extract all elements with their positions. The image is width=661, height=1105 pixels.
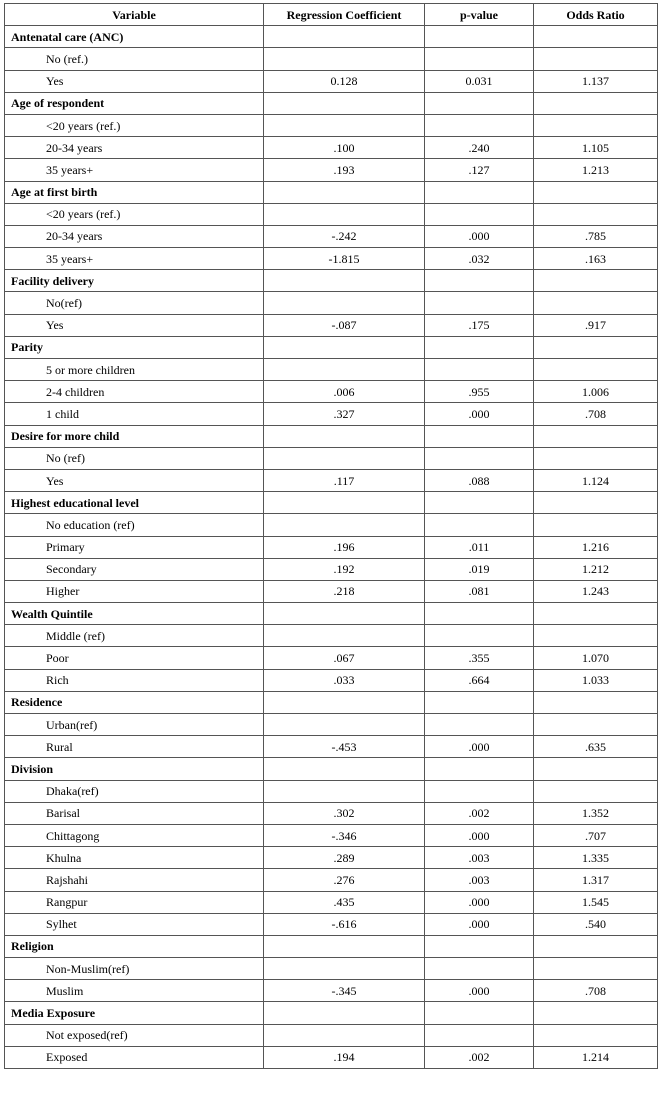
variable-level-label: 35 years+	[5, 159, 264, 181]
p-value-cell: 0.031	[425, 70, 534, 92]
empty-cell	[534, 270, 658, 292]
table-row	[5, 514, 658, 536]
regression-coefficient-cell: .302	[264, 802, 425, 824]
p-value-cell	[425, 359, 534, 381]
variable-level-label: 35 years+	[5, 248, 264, 270]
section-label: Division	[5, 758, 264, 780]
regression-coefficient-cell: -.346	[264, 824, 425, 846]
empty-cell	[425, 758, 534, 780]
p-value-cell: .000	[425, 891, 534, 913]
section-label: Religion	[5, 935, 264, 957]
table-row	[5, 536, 658, 558]
p-value-cell: .032	[425, 248, 534, 270]
odds-ratio-cell: .708	[534, 980, 658, 1002]
odds-ratio-cell	[534, 514, 658, 536]
section-row	[5, 691, 658, 713]
table-row	[5, 669, 658, 691]
empty-cell	[534, 1002, 658, 1024]
regression-coefficient-cell	[264, 1024, 425, 1046]
p-value-cell	[425, 447, 534, 469]
table-row	[5, 1024, 658, 1046]
variable-level-label: Rural	[5, 736, 264, 758]
table-row	[5, 714, 658, 736]
regression-coefficient-cell	[264, 359, 425, 381]
odds-ratio-cell: 1.335	[534, 847, 658, 869]
section-label: Antenatal care (ANC)	[5, 26, 264, 48]
table-row	[5, 1046, 658, 1068]
header-row	[5, 4, 658, 26]
regression-coefficient-cell	[264, 48, 425, 70]
odds-ratio-cell: 1.243	[534, 580, 658, 602]
table-row	[5, 447, 658, 469]
empty-cell	[425, 492, 534, 514]
variable-level-label: No (ref)	[5, 447, 264, 469]
empty-cell	[425, 181, 534, 203]
empty-cell	[534, 492, 658, 514]
regression-coefficient-cell: .194	[264, 1046, 425, 1068]
empty-cell	[534, 92, 658, 114]
odds-ratio-cell	[534, 114, 658, 136]
regression-table	[4, 3, 658, 1069]
odds-ratio-cell	[534, 48, 658, 70]
p-value-cell: .003	[425, 847, 534, 869]
odds-ratio-cell: .708	[534, 403, 658, 425]
regression-coefficient-cell	[264, 292, 425, 314]
p-value-cell	[425, 114, 534, 136]
odds-ratio-cell: 1.006	[534, 381, 658, 403]
variable-level-label: Higher	[5, 580, 264, 602]
table-row	[5, 314, 658, 336]
variable-level-label: Rich	[5, 669, 264, 691]
odds-ratio-cell: 1.124	[534, 469, 658, 491]
empty-cell	[534, 425, 658, 447]
variable-level-label: <20 years (ref.)	[5, 114, 264, 136]
odds-ratio-cell: .707	[534, 824, 658, 846]
variable-level-label: Poor	[5, 647, 264, 669]
variable-level-label: Middle (ref)	[5, 625, 264, 647]
odds-ratio-cell	[534, 780, 658, 802]
empty-cell	[534, 336, 658, 358]
section-label: Parity	[5, 336, 264, 358]
empty-cell	[264, 336, 425, 358]
table-row	[5, 891, 658, 913]
empty-cell	[264, 181, 425, 203]
regression-coefficient-cell: -.242	[264, 225, 425, 247]
p-value-cell	[425, 714, 534, 736]
p-value-cell: .088	[425, 469, 534, 491]
regression-coefficient-cell: .006	[264, 381, 425, 403]
regression-coefficient-cell	[264, 514, 425, 536]
section-label: Desire for more child	[5, 425, 264, 447]
table-row	[5, 958, 658, 980]
empty-cell	[264, 425, 425, 447]
section-label: Highest educational level	[5, 492, 264, 514]
section-row	[5, 935, 658, 957]
variable-level-label: Dhaka(ref)	[5, 780, 264, 802]
empty-cell	[264, 26, 425, 48]
variable-level-label: <20 years (ref.)	[5, 203, 264, 225]
regression-coefficient-cell	[264, 203, 425, 225]
regression-coefficient-cell: .435	[264, 891, 425, 913]
p-value-cell: .000	[425, 824, 534, 846]
table-row	[5, 403, 658, 425]
empty-cell	[425, 603, 534, 625]
p-value-cell	[425, 625, 534, 647]
empty-cell	[425, 92, 534, 114]
table-row	[5, 381, 658, 403]
odds-ratio-cell: 1.317	[534, 869, 658, 891]
regression-coefficient-cell	[264, 447, 425, 469]
odds-ratio-cell: 1.212	[534, 558, 658, 580]
regression-coefficient-cell: .289	[264, 847, 425, 869]
header-p-value: p-value	[425, 4, 534, 26]
variable-level-label: 5 or more children	[5, 359, 264, 381]
section-label: Media Exposure	[5, 1002, 264, 1024]
regression-coefficient-cell: -.087	[264, 314, 425, 336]
empty-cell	[425, 1002, 534, 1024]
empty-cell	[264, 492, 425, 514]
table-body	[5, 26, 658, 1069]
regression-coefficient-cell: .033	[264, 669, 425, 691]
empty-cell	[264, 758, 425, 780]
odds-ratio-cell	[534, 203, 658, 225]
empty-cell	[425, 935, 534, 957]
table-row	[5, 625, 658, 647]
p-value-cell: .081	[425, 580, 534, 602]
odds-ratio-cell: 1.070	[534, 647, 658, 669]
variable-level-label: No education (ref)	[5, 514, 264, 536]
variable-level-label: Muslim	[5, 980, 264, 1002]
table-row	[5, 869, 658, 891]
regression-coefficient-cell: .117	[264, 469, 425, 491]
table-header	[5, 4, 658, 26]
odds-ratio-cell: .635	[534, 736, 658, 758]
empty-cell	[425, 26, 534, 48]
table-row	[5, 292, 658, 314]
section-row	[5, 336, 658, 358]
regression-coefficient-cell: 0.128	[264, 70, 425, 92]
table-row	[5, 824, 658, 846]
section-row	[5, 92, 658, 114]
table-row	[5, 847, 658, 869]
header-variable: Variable	[5, 4, 264, 26]
regression-coefficient-cell: .067	[264, 647, 425, 669]
header-odds-ratio: Odds Ratio	[534, 4, 658, 26]
variable-level-label: Yes	[5, 469, 264, 491]
regression-coefficient-cell	[264, 714, 425, 736]
regression-table-container	[4, 3, 658, 1069]
p-value-cell	[425, 292, 534, 314]
table-row	[5, 137, 658, 159]
table-row	[5, 980, 658, 1002]
section-row	[5, 270, 658, 292]
p-value-cell: .019	[425, 558, 534, 580]
regression-coefficient-cell: .100	[264, 137, 425, 159]
section-label: Residence	[5, 691, 264, 713]
odds-ratio-cell	[534, 958, 658, 980]
table-row	[5, 802, 658, 824]
variable-level-label: 1 child	[5, 403, 264, 425]
table-row	[5, 913, 658, 935]
regression-coefficient-cell	[264, 780, 425, 802]
regression-coefficient-cell	[264, 114, 425, 136]
regression-coefficient-cell: .192	[264, 558, 425, 580]
section-label: Age of respondent	[5, 92, 264, 114]
empty-cell	[264, 92, 425, 114]
odds-ratio-cell: 1.213	[534, 159, 658, 181]
p-value-cell: .011	[425, 536, 534, 558]
empty-cell	[534, 26, 658, 48]
odds-ratio-cell: .163	[534, 248, 658, 270]
variable-level-label: 20-34 years	[5, 137, 264, 159]
p-value-cell: .000	[425, 225, 534, 247]
table-row	[5, 70, 658, 92]
variable-level-label: Non-Muslim(ref)	[5, 958, 264, 980]
section-label: Facility delivery	[5, 270, 264, 292]
p-value-cell: .000	[425, 736, 534, 758]
variable-level-label: Urban(ref)	[5, 714, 264, 736]
p-value-cell: .002	[425, 1046, 534, 1068]
table-row	[5, 248, 658, 270]
p-value-cell: .240	[425, 137, 534, 159]
p-value-cell: .000	[425, 913, 534, 935]
p-value-cell	[425, 203, 534, 225]
regression-coefficient-cell	[264, 625, 425, 647]
variable-level-label: No(ref)	[5, 292, 264, 314]
table-row	[5, 780, 658, 802]
variable-level-label: Chittagong	[5, 824, 264, 846]
section-row	[5, 26, 658, 48]
p-value-cell	[425, 514, 534, 536]
empty-cell	[264, 270, 425, 292]
p-value-cell	[425, 1024, 534, 1046]
regression-coefficient-cell: .218	[264, 580, 425, 602]
section-row	[5, 181, 658, 203]
empty-cell	[425, 336, 534, 358]
odds-ratio-cell: 1.214	[534, 1046, 658, 1068]
p-value-cell	[425, 780, 534, 802]
odds-ratio-cell: 1.033	[534, 669, 658, 691]
odds-ratio-cell: 1.216	[534, 536, 658, 558]
p-value-cell: .003	[425, 869, 534, 891]
section-row	[5, 603, 658, 625]
variable-level-label: Rajshahi	[5, 869, 264, 891]
empty-cell	[534, 603, 658, 625]
empty-cell	[264, 935, 425, 957]
odds-ratio-cell: 1.545	[534, 891, 658, 913]
odds-ratio-cell: 1.105	[534, 137, 658, 159]
section-label: Age at first birth	[5, 181, 264, 203]
table-row	[5, 114, 658, 136]
section-label: Wealth Quintile	[5, 603, 264, 625]
odds-ratio-cell: .917	[534, 314, 658, 336]
variable-level-label: 2-4 children	[5, 381, 264, 403]
table-row	[5, 48, 658, 70]
table-row	[5, 203, 658, 225]
regression-coefficient-cell: .327	[264, 403, 425, 425]
odds-ratio-cell	[534, 714, 658, 736]
variable-level-label: Primary	[5, 536, 264, 558]
empty-cell	[264, 691, 425, 713]
p-value-cell: .002	[425, 802, 534, 824]
p-value-cell: .664	[425, 669, 534, 691]
variable-level-label: Secondary	[5, 558, 264, 580]
variable-level-label: No (ref.)	[5, 48, 264, 70]
header-regression-coefficient: Regression Coefficient	[264, 4, 425, 26]
empty-cell	[534, 691, 658, 713]
p-value-cell: .000	[425, 403, 534, 425]
p-value-cell: .355	[425, 647, 534, 669]
odds-ratio-cell	[534, 359, 658, 381]
table-row	[5, 225, 658, 247]
table-row	[5, 359, 658, 381]
empty-cell	[425, 425, 534, 447]
p-value-cell: .955	[425, 381, 534, 403]
p-value-cell: .127	[425, 159, 534, 181]
empty-cell	[264, 603, 425, 625]
regression-coefficient-cell: -.345	[264, 980, 425, 1002]
odds-ratio-cell: 1.352	[534, 802, 658, 824]
regression-coefficient-cell: -.616	[264, 913, 425, 935]
table-row	[5, 736, 658, 758]
p-value-cell	[425, 48, 534, 70]
empty-cell	[534, 181, 658, 203]
odds-ratio-cell	[534, 447, 658, 469]
variable-level-label: Rangpur	[5, 891, 264, 913]
odds-ratio-cell	[534, 625, 658, 647]
empty-cell	[534, 758, 658, 780]
section-row	[5, 1002, 658, 1024]
table-row	[5, 558, 658, 580]
empty-cell	[264, 1002, 425, 1024]
odds-ratio-cell	[534, 292, 658, 314]
odds-ratio-cell: 1.137	[534, 70, 658, 92]
p-value-cell: .175	[425, 314, 534, 336]
odds-ratio-cell	[534, 1024, 658, 1046]
p-value-cell	[425, 958, 534, 980]
empty-cell	[534, 935, 658, 957]
regression-coefficient-cell: .193	[264, 159, 425, 181]
regression-coefficient-cell: .196	[264, 536, 425, 558]
empty-cell	[425, 691, 534, 713]
regression-coefficient-cell	[264, 958, 425, 980]
variable-level-label: Barisal	[5, 802, 264, 824]
table-row	[5, 580, 658, 602]
table-row	[5, 469, 658, 491]
section-row	[5, 758, 658, 780]
table-row	[5, 647, 658, 669]
empty-cell	[425, 270, 534, 292]
variable-level-label: Exposed	[5, 1046, 264, 1068]
variable-level-label: 20-34 years	[5, 225, 264, 247]
regression-coefficient-cell: -1.815	[264, 248, 425, 270]
variable-level-label: Not exposed(ref)	[5, 1024, 264, 1046]
odds-ratio-cell: .540	[534, 913, 658, 935]
variable-level-label: Yes	[5, 70, 264, 92]
variable-level-label: Yes	[5, 314, 264, 336]
variable-level-label: Khulna	[5, 847, 264, 869]
odds-ratio-cell: .785	[534, 225, 658, 247]
regression-coefficient-cell: .276	[264, 869, 425, 891]
section-row	[5, 492, 658, 514]
section-row	[5, 425, 658, 447]
variable-level-label: Sylhet	[5, 913, 264, 935]
regression-coefficient-cell: -.453	[264, 736, 425, 758]
p-value-cell: .000	[425, 980, 534, 1002]
table-row	[5, 159, 658, 181]
